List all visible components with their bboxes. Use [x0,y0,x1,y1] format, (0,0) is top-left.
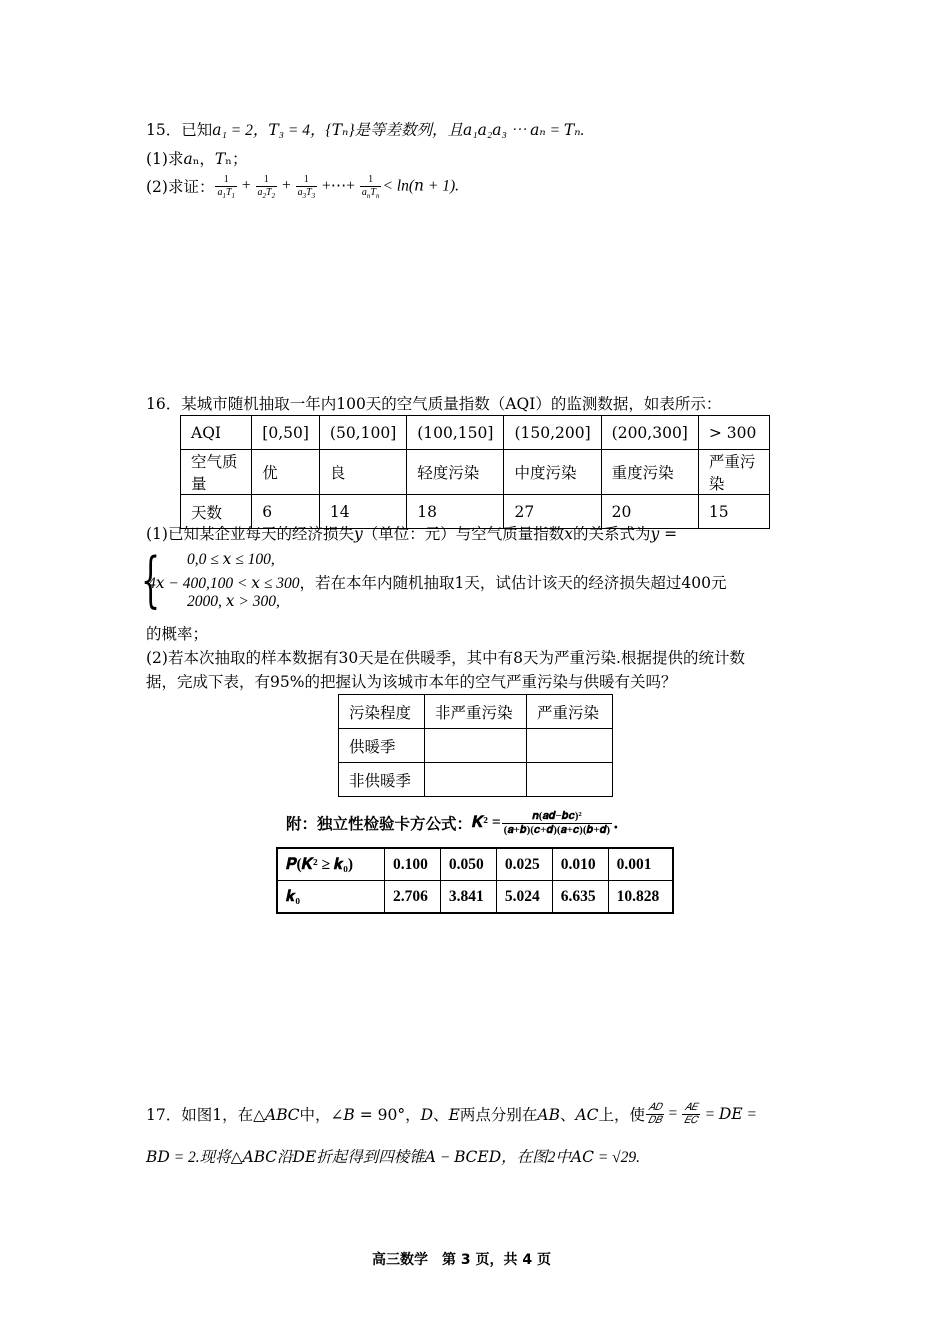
table-cell: 0.010 [552,848,608,881]
table-cell: 良 [319,450,406,495]
table-cell: 重度污染 [601,450,698,495]
table-row [277,848,673,881]
aqi-table [180,415,770,529]
piecewise-brace: { [141,545,161,615]
q17-line1-tail: = 𝐷𝐸 = [704,1105,758,1123]
q16-part2-line2: 据，完成下表，有95%的把握认为该城市本年的空气严重污染与供暖有关吗？ [146,673,677,691]
table-header-row [339,695,613,729]
q16-part2-line1: (2)若本次抽取的样本数据有30天是在供暖季，其中有8天为严重污染.根据提供的统计数 [146,649,745,667]
table-cell: AQI [181,416,252,450]
q17-line1-text: 17．如图1，在△𝐴𝐵𝐶中，∠𝐵 = 90°，𝐷、𝐸两点分别在𝐴𝐵、𝐴𝐶上，使 [146,1106,646,1124]
table-row [181,450,770,495]
table-cell: 5.024 [496,881,552,914]
table-cell: 0.001 [608,848,673,881]
table-cell: 2.706 [385,881,441,914]
table-cell: 𝒌₀ [277,881,385,914]
q15-part2-suffix: < ln(𝑛 + 1). [382,177,459,195]
table-cell: 27 [504,495,601,529]
table-row [339,729,613,763]
q15-term3: $\frac{1}{a_3T_3}$ [297,174,316,200]
table-cell: 轻度污染 [407,450,504,495]
formula-lhs: 𝑲² = [472,814,501,832]
table-cell: 18 [407,495,504,529]
q16-part1-line1: (1)已知某企业每天的经济损失𝑦（单位：元）与空气质量指数𝑥的关系式为𝑦 = [146,525,678,543]
table-cell: > 300 [698,416,769,450]
q15-part1 [146,147,247,169]
q15-part2: (2)求证： $\frac{1}{a_1T_1}$ + $\frac{1}{a_2T_2}$ + $\frac{1}{a_3T_3}$ +⋯+ $\frac{1}{a_nT_n}$ < ln(𝑛 + 1). [146,174,459,200]
table-cell: 0.100 [385,848,441,881]
q16-part1-end: 的概率； [146,625,209,643]
table-cell: 10.828 [608,881,673,914]
table-cell: (200,300] [601,416,698,450]
table-cell: 供暖季 [339,729,425,763]
contingency-table [338,694,613,797]
q16-intro: 16．某城市随机抽取一年内100天的空气质量指数（AQI）的监测数据，如表所示： [146,395,722,413]
q15-term1: $\frac{1}{a_1T_1}$ [217,174,236,200]
q15-conditions: 𝑎₁ = 2，𝑇₃ = 4，{𝑇ₙ}是等差数列，且𝑎₁𝑎₂𝑎₃ ⋯ 𝑎ₙ = 𝑇ₙ. [212,122,585,139]
formula-numerator: 𝒏(𝒂𝒅−𝒃𝒄)² [502,810,612,824]
table-cell: 15 [698,495,769,529]
table-header-cell: 严重污染 [527,695,613,729]
table-cell-blank [424,729,526,763]
q17-line1: 17．如图1，在△𝐴𝐵𝐶中，∠𝐵 = 90°，𝐷、𝐸两点分别在𝐴𝐵、𝐴𝐶上，使 $\frac{\text{𝐴𝐷}}{\text{𝐷𝐵}}$ = $\frac{\text{𝐴𝐸}}{\text{𝐸𝐶}}$ = 𝐷𝐸 = [146,1102,758,1126]
table-cell: 严重污染 [698,450,769,495]
q15-part2-prefix: (2)求证： [146,178,215,196]
q15-line1 [146,118,584,140]
critical-value-table [276,847,674,914]
table-cell: 6 [252,495,320,529]
q15-label: 15．已知 [146,121,213,139]
piecewise-case3: 2000, 𝑥 > 300, [187,593,280,610]
table-cell: (100,150] [407,416,504,450]
table-cell: 3.841 [440,881,496,914]
table-cell-blank [527,729,613,763]
table-cell: 0.025 [496,848,552,881]
table-cell: 空气质量 [181,450,252,495]
page-footer: 高三数学 第 3 页，共 4 页 [372,1252,551,1268]
table-cell: 优 [252,450,320,495]
formula-denominator: (𝒂+𝒃)(𝒄+𝒅)(𝒂+𝒄)(𝒃+𝒅) [503,823,611,836]
table-cell-blank [527,763,613,797]
table-row [277,881,673,914]
formula-prefix: 附：独立性检验卡方公式： [286,814,473,834]
frac-denominator: 𝐸𝐶 [684,1114,698,1126]
table-cell: 6.635 [552,881,608,914]
table-cell: 中度污染 [504,450,601,495]
piecewise-case2 [148,571,727,593]
frac-numerator: 𝐴𝐸 [682,1102,699,1115]
table-cell: 𝑷(𝑲² ≥ 𝒌₀) [277,848,385,881]
frac-numerator: 𝐴𝐷 [648,1102,662,1113]
table-header-cell: 污染程度 [339,695,425,729]
table-header-cell: 非严重污染 [424,695,526,729]
table-row [181,416,770,450]
q17-line2: 𝐵𝐷 = 2.现将△𝐴𝐵𝐶沿𝐷𝐸折起得到四棱锥𝐴 − 𝐵𝐶𝐸𝐷，在图2中𝐴𝐶 = √29. [146,1149,641,1166]
table-cell: 非供暖季 [339,763,425,797]
table-cell-blank [424,763,526,797]
table-cell: [0,50] [252,416,320,450]
q15-termn: $\frac{1}{a_nT_n}$ [361,174,380,200]
formula-fraction [502,810,612,836]
q15-term2: $\frac{1}{a_2T_2}$ [257,174,276,200]
table-cell: 0.050 [440,848,496,881]
q17-frac-ae-ec [682,1102,699,1126]
table-cell: (150,200] [504,416,601,450]
piecewise-case2-tail: ，若在本年内随机抽取1天，试估计该天的经济损失超过400元 [299,574,727,592]
table-row [339,763,613,797]
table-cell: 天数 [181,495,252,529]
table-cell: (50,100] [319,416,406,450]
q17-frac-ad-db [646,1102,664,1126]
table-cell: 20 [601,495,698,529]
chi-square-formula: 附：独立性检验卡方公式：𝑲² = $\frac{\text{𝒏(𝒂𝒅−𝒃𝒄)²}}{\text{(𝒂+𝒃)(𝒄+𝒅)(𝒂+𝒄)(𝒃+𝒅)}}$ . [286,810,619,836]
piecewise-case1: 0,0 ≤ 𝑥 ≤ 100, [187,551,275,568]
frac-denominator: 𝐷𝐵 [648,1114,662,1126]
table-cell: 14 [319,495,406,529]
piecewise-case2-expr: 4𝑥 − 400,100 < 𝑥 ≤ 300 [148,575,300,592]
q15-part1-text: (1)求𝑎ₙ，𝑇ₙ； [146,150,248,168]
